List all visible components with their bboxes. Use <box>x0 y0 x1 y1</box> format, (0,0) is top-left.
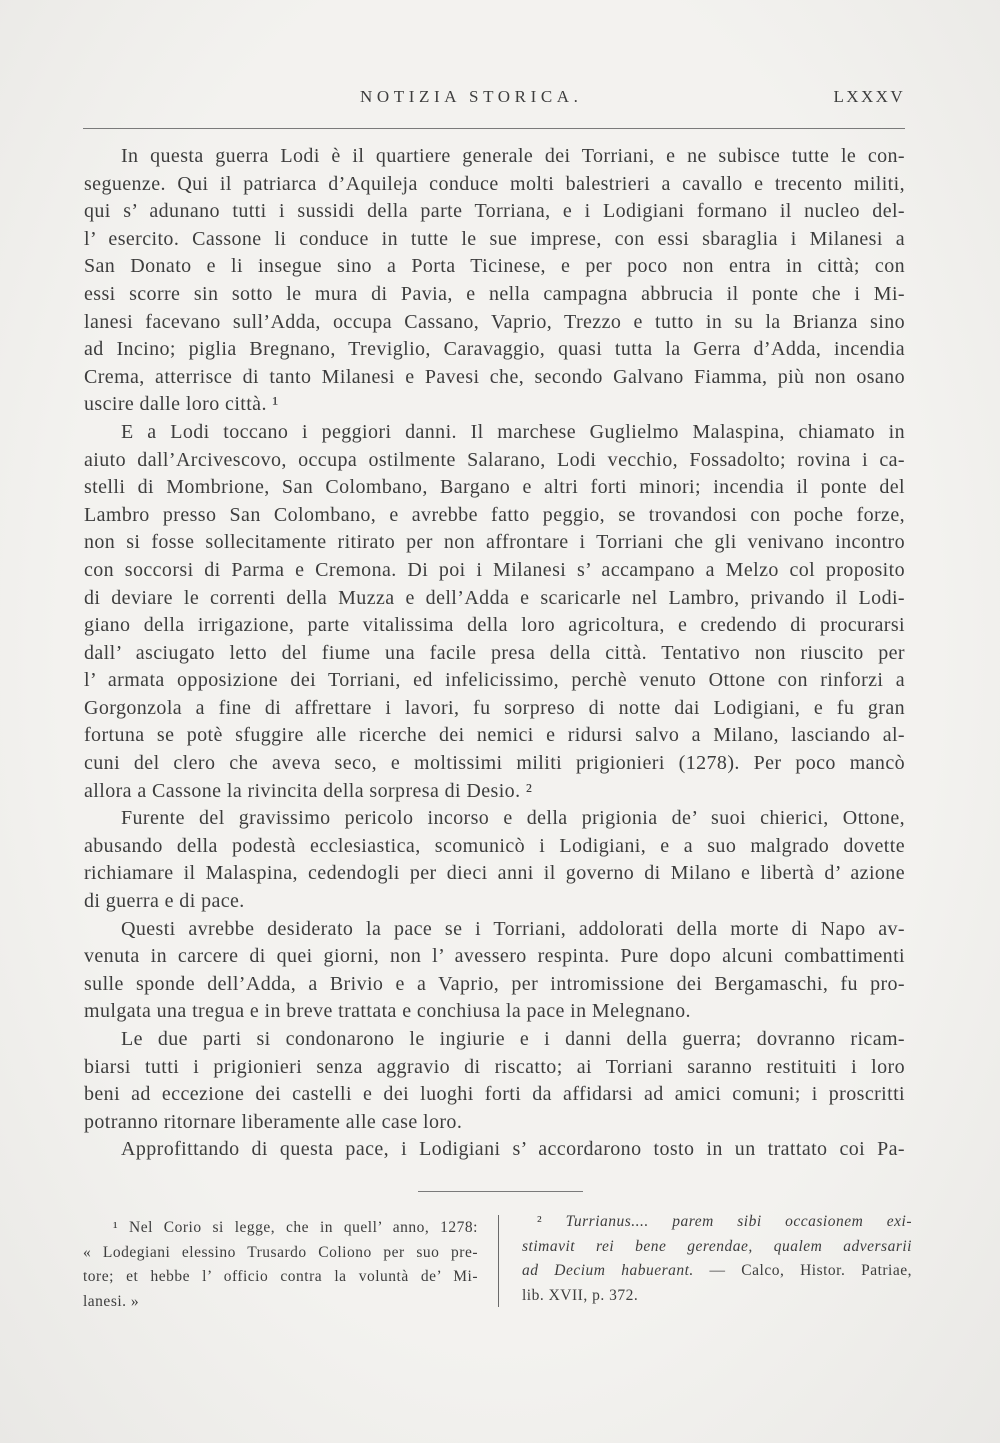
text-line: ad Incino; piglia Bregnano, Treviglio, Caravaggio, quasi tutta la Gerra d’Adda, incendia <box>84 338 905 361</box>
text-line: essi scorre sin sotto le mura di Pavia, e nella campagna abbrucia il ponte che i Mi- <box>84 282 905 305</box>
text-line: stelli di Mombrione, San Colombano, Bargano e altri forti minori; incendia il ponte del <box>84 476 905 499</box>
text-line: non si fosse sollecitamente ritirato per non affrontare i Torriani che gli venivano incontro <box>84 531 905 554</box>
text-line: San Donato e li insegue sino a Porta Ticinese, e per poco non entra in città; con <box>84 255 905 278</box>
text-line: aiuto dall’Arcivescovo, occupa ostilmente Salarano, Lodi vecchio, Fossadolto; rovina i ca- <box>84 448 905 471</box>
footnote-column-divider <box>498 1215 499 1307</box>
text-line: Lambro presso San Colombano, e avrebbe fatto peggio, se trovandosi con poche forze, <box>84 503 905 526</box>
latin-quotation: ad Decium habuerant. <box>522 1262 694 1279</box>
footnote-line: « Lodegiani elessino Trusardo Coliono per suo pre- <box>83 1243 478 1261</box>
text-line: sulle sponde dell’Adda, a Brivio e a Vaprio, per intromissione dei Bergamaschi, fu pro- <box>84 972 905 995</box>
text-line: venuta in carcere di quei giorni, non l’ avessero respinta. Pure dopo alcuni combattimenti <box>84 945 905 968</box>
text-line: Le due parti si condonarono le ingiurie e i danni della guerra; dovranno ricam- <box>121 1028 905 1050</box>
paragraph-5 <box>84 1026 905 1136</box>
main-text <box>84 143 905 1164</box>
text-line: Approfittando di questa pace, i Lodigiani s’ accordarono tosto in un trattato coi Pa- <box>121 1138 905 1161</box>
footnote-line <box>522 1284 912 1309</box>
footnote-rule <box>418 1191 583 1192</box>
footnote-line: ¹ Nel Corio si legge, che in quell’ anno, 1278: <box>113 1219 478 1236</box>
text-line: potranno ritornare liberamente alle case loro. <box>84 1110 463 1133</box>
page-number: LXXXV <box>833 87 905 106</box>
text-line: Questi avrebbe desiderato la pace se i Torriani, addolorati della morte di Napo av- <box>121 917 905 940</box>
latin-quotation: Turrianus.... parem sibi occasionem exi- <box>565 1213 912 1230</box>
footnote-line: tore; et hebbe l’ officio contra la voluntà de’ Mi- <box>83 1268 478 1285</box>
text-line: Crema, atterrisce di tanto Milanesi e Pavesi che, secondo Galvano Fiamma, più non osano <box>84 365 905 388</box>
header-rule <box>83 128 905 129</box>
citation-text: — Calco, Histor. Patriae, <box>709 1262 912 1279</box>
footnote-line: lanesi. » <box>83 1292 140 1310</box>
text-line: di guerra e di pace. <box>84 890 245 913</box>
text-line: mulgata una tregua e in breve trattata e conchiusa la pace in Melegnano. <box>84 1000 691 1023</box>
citation-text: lib. XVII, p. 372. <box>522 1286 639 1304</box>
footnote-line <box>522 1259 912 1284</box>
text-line: l’ esercito. Cassone li conduce in tutte le sue imprese, con essi sbaraglia i Milanesi a <box>84 227 905 250</box>
text-line: In questa guerra Lodi è il quartiere generale dei Torriani, e ne subisce tutte le con- <box>121 145 905 167</box>
text-line: allora a Cassone la rivincita della sorpresa di Desio. ² <box>84 779 533 802</box>
text-line: l’ armata opposizione dei Torriani, ed infelicissimo, perchè venuto Ottone con rinforzi a <box>84 669 905 692</box>
text-line: beni ad eccezione dei castelli e dei luoghi forti da affidarsi ad amici comuni; i proscritti <box>84 1083 905 1106</box>
footnote-marker: ² <box>537 1213 543 1230</box>
paragraph-3 <box>84 805 905 915</box>
latin-quotation: stimavit rei bene gerendae, qualem adversarii <box>522 1237 912 1255</box>
footnote-2 <box>522 1210 912 1308</box>
text-line: dall’ asciugato letto del fiume una facile presa della città. Tentativo non riuscito per <box>84 641 905 664</box>
text-line: lanesi facevano sull’Adda, occupa Cassano, Vaprio, Trezzo e tutto in su la Brianza sino <box>84 310 905 333</box>
text-line: giano della irrigazione, parte vitalissima della loro agricoltura, e credendo di procurarsi <box>84 614 905 637</box>
paragraph-6 <box>84 1136 905 1164</box>
paragraph-4 <box>84 916 905 1026</box>
footnote-line <box>522 1210 912 1235</box>
paragraph-1 <box>84 143 905 419</box>
paragraph-2 <box>84 419 905 805</box>
text-line: Gorgonzola a fine di affrettare i lavori, fu sorpreso di notte dai Lodigiani, e fu gran <box>84 696 905 719</box>
text-line: abusando della podestà ecclesiastica, scomunicò i Lodigiani, e a suo malgrado dovette <box>84 834 905 857</box>
text-line: uscire dalle loro città. ¹ <box>84 393 279 416</box>
text-line: Furente del gravissimo pericolo incorso e della prigionia de’ suoi chierici, Ottone, <box>121 807 905 830</box>
text-line: biarsi tutti i prigionieri senza aggravio di riscatto; ai Torriani saranno restituiti i loro <box>84 1055 905 1078</box>
footnote-line <box>522 1235 912 1260</box>
text-line: cuni del clero che aveva seco, e moltissimi militi prigionieri (1278). Per poco mancò <box>84 752 905 775</box>
running-title: NOTIZIA STORICA. <box>360 87 583 106</box>
text-line: fortuna se potè sfuggire alle ricerche dei nemici e ridursi salvo a Milano, lasciando al- <box>84 724 905 747</box>
text-line: richiamare il Malaspina, cedendogli per dieci anni il governo di Milano e libertà d’ azione <box>84 862 905 885</box>
text-line: di deviare le correnti della Muzza e dell’Adda e scaricarle nel Lambro, privando il Lodi- <box>84 586 905 609</box>
text-line: qui s’ adunano tutti i sussidi della parte Torriana, e i Lodigiani formano il nucleo del- <box>84 200 905 223</box>
footnote-1 <box>83 1216 478 1314</box>
text-line: seguenze. Qui il patriarca d’Aquileja conduce molti balestrieri a cavallo e trecento militi, <box>84 172 905 195</box>
text-line: E a Lodi toccano i peggiori danni. Il marchese Guglielmo Malaspina, chiamato in <box>121 420 905 443</box>
text-line: con soccorsi di Parma e Cremona. Di poi i Milanesi s’ accampano a Melzo col proposito <box>84 558 905 581</box>
